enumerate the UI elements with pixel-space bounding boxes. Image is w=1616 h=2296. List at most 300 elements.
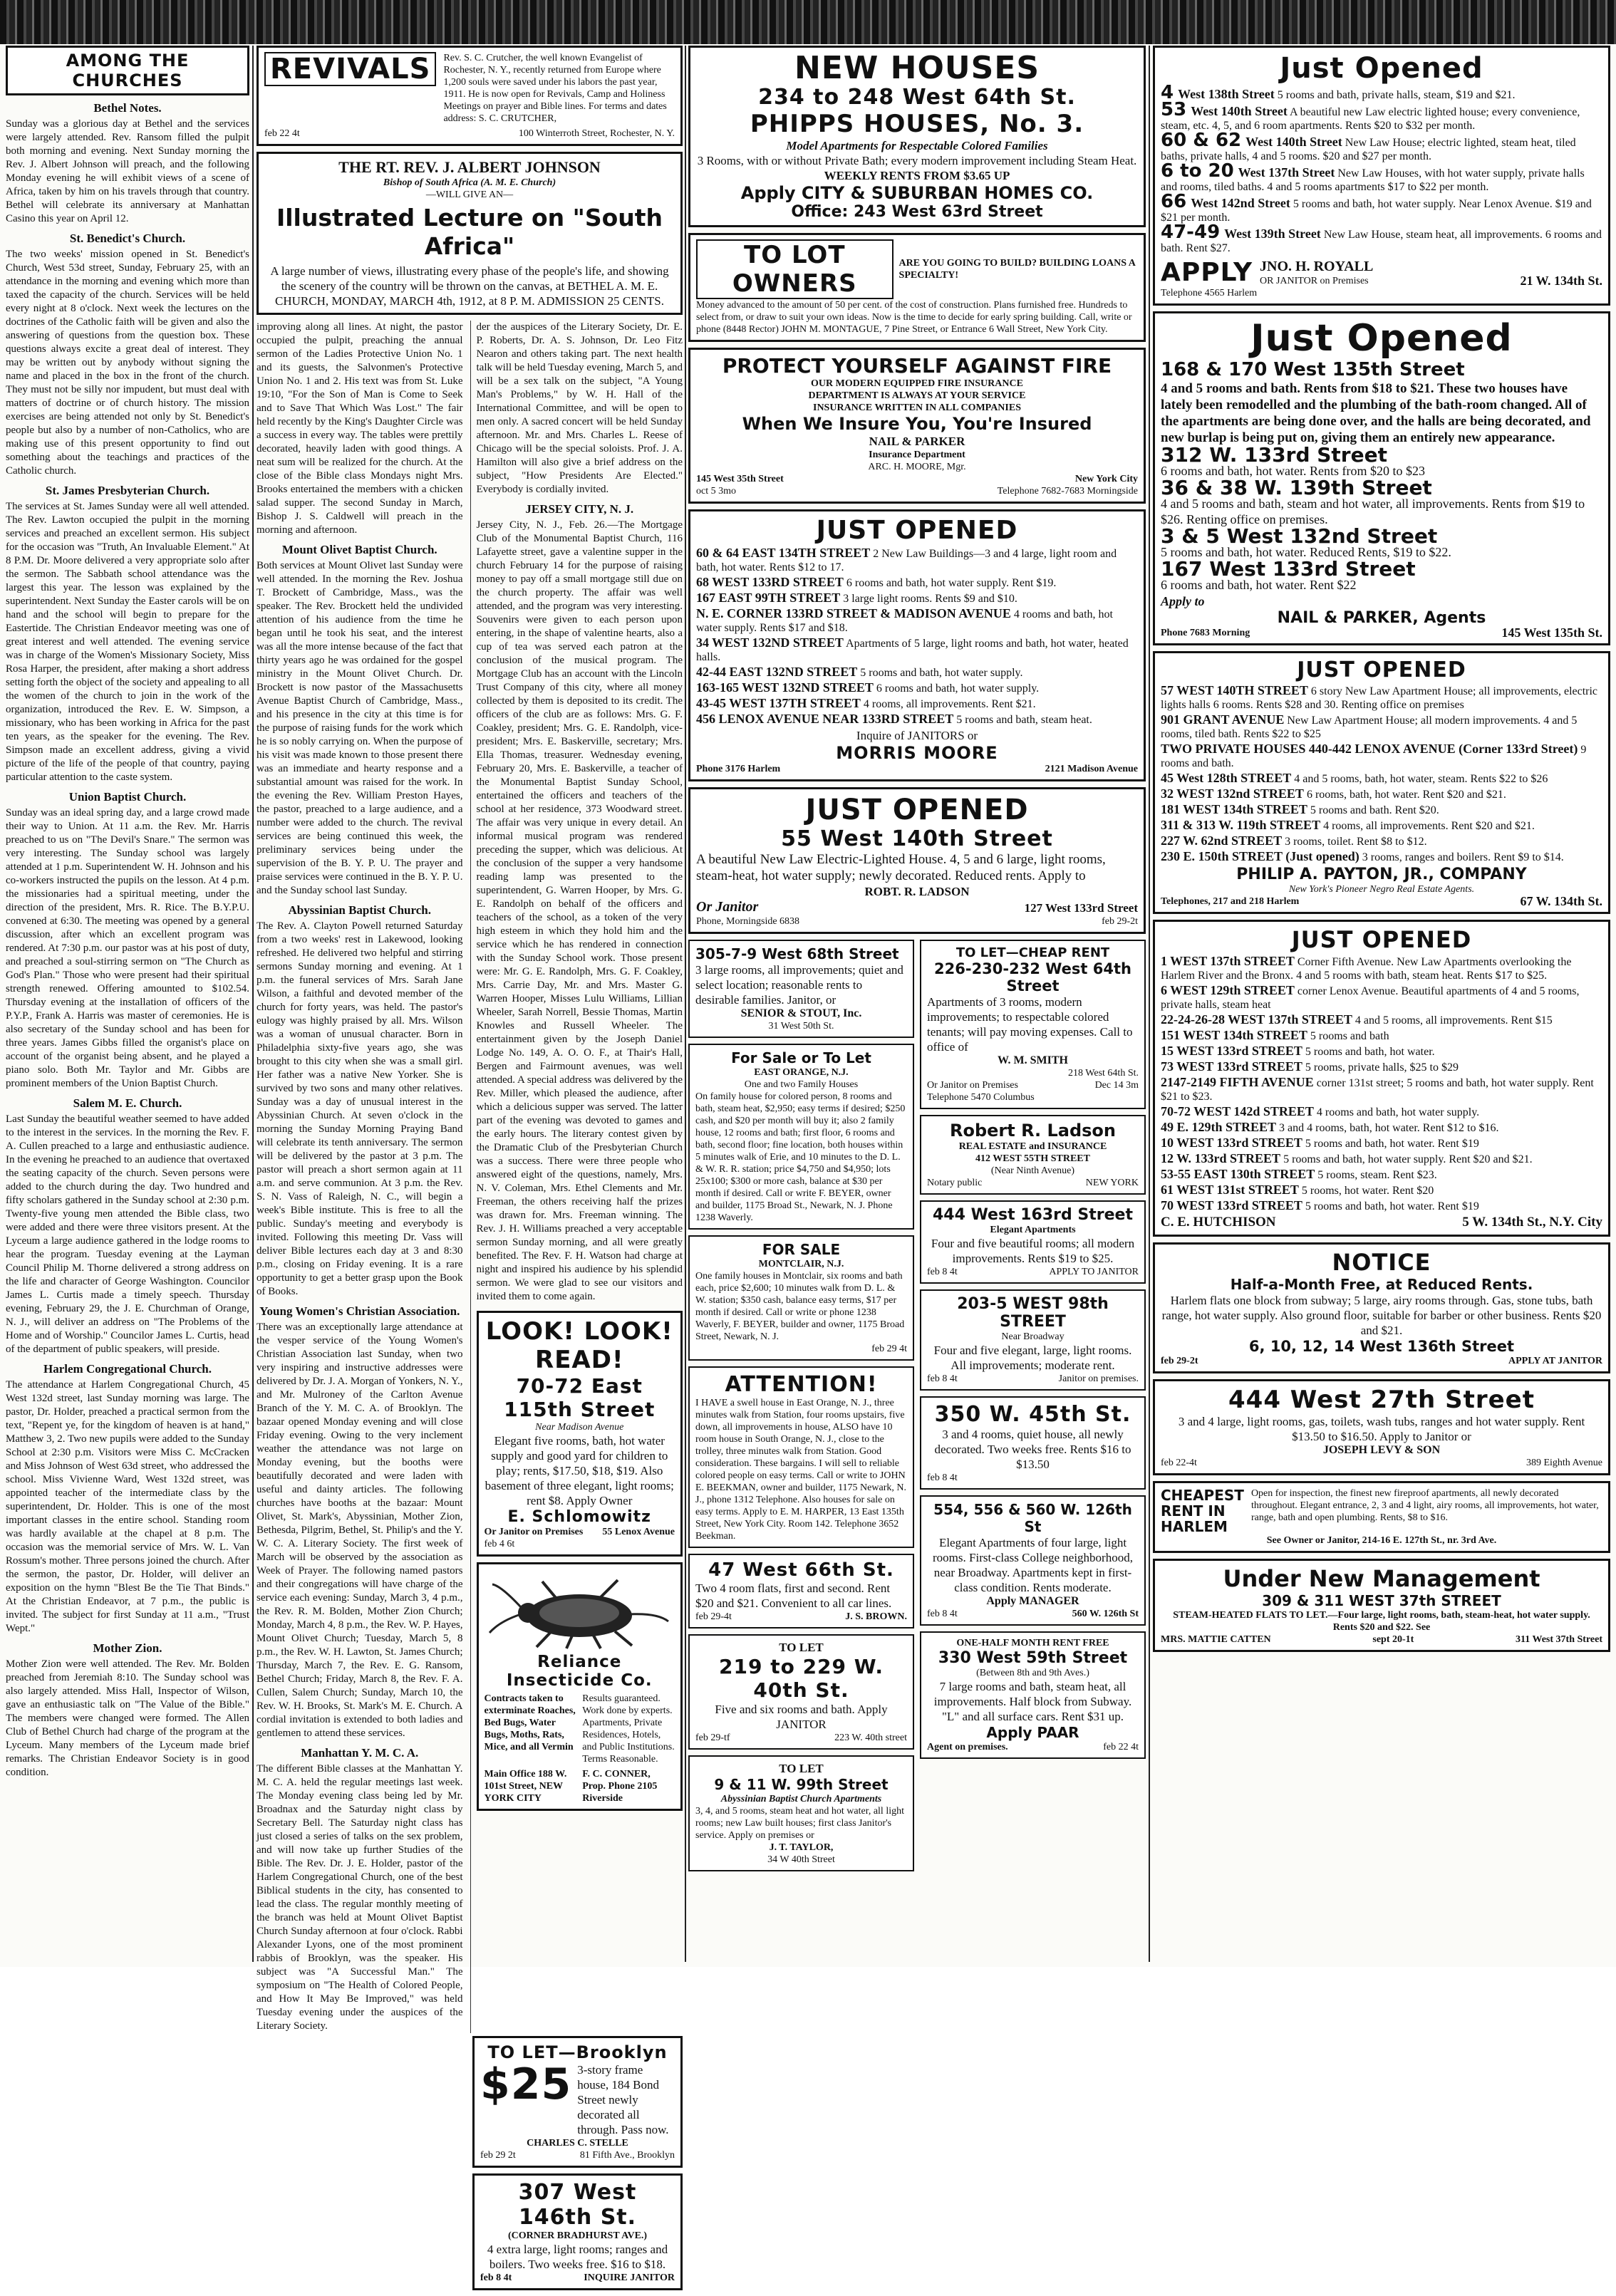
fire-dept: Insurance Department [869, 450, 965, 460]
listing-address: 312 W. 133rd Street [1161, 443, 1387, 467]
payton-headline: JUST OPENED [1297, 658, 1466, 682]
lecture-title: Illustrated Lecture on "South Africa" [276, 204, 663, 260]
listing-item [1161, 819, 1602, 833]
notice-ad [1153, 1242, 1610, 1373]
listing-item [696, 546, 1138, 574]
look-text: Elegant five rooms, bath, hot water supply and good yard for children to play; rents, $17.50, $18, $19. Also basement of three elegant, light rooms; rent $8. Apply Owner [485, 1434, 674, 1507]
listing-address: 1 WEST 137th STREET [1161, 954, 1295, 968]
listing-details: 4 and 5 rooms, all improvements. Rent $15 [1355, 1014, 1553, 1027]
np-headline: Just Opened [1250, 317, 1513, 360]
ladson-phone: Phone, Morningside 6838 [696, 916, 800, 927]
look-foot-left: Or Janitor on Premises [484, 1527, 584, 1537]
fire-line2: DEPARTMENT IS ALWAYS AT YOUR SERVICE [808, 390, 1026, 401]
insecticide-office: Main Office 188 W. 101st Street, NEW YORK CITY [484, 1769, 567, 1804]
article-text: The different Bible classes at the Manhattan Y. M. C. A. held the regular meetings last week. The Monday evening class being led by Mr. Broadnax and the Saturday night class by Secretary Bell. The Saturday night class has just closed a series of talks on the sex problem, and will now take up further Studies of the Bible. The Rev. Dr. J. E. Holder, pastor of the Harlem Congregational Church, one of the best Biblical students in the city, has consented to lead the class. The regular monthly meeting of the branch was held at Mount Olivet Baptist Church Sunday afternoon at four o'clock. Rabbi Alexander Lyons, one of the most prominent rabbis of Brooklyn, was the speaker. His subject was "A Successful Man." The symposium on "The Health of Colored People, and How It May Be Improved," was held Tuesday evening under the auspices of the Literary Society. [257, 1763, 463, 2032]
hutchison-headline: JUST OPENED [1291, 926, 1472, 953]
phipps-tagline: Model Apartments for Respectable Colored Families [786, 139, 1048, 152]
listing-details: 2 New Law Buildings—3 and 4 large, light room and bath, hot water. Rents $12 to 17. [696, 548, 1117, 573]
west163-sub: Elegant Apartments [990, 1225, 1076, 1235]
lecture-will-give: —WILL GIVE AN— [425, 189, 514, 200]
notice-sub: Half-a-Month Free, at Reduced Rents. [1230, 1276, 1533, 1293]
listing-address: 42-44 EAST 132ND STREET [696, 665, 858, 679]
listing-address: 2147-2149 FIFTH AVENUE [1161, 1075, 1314, 1089]
listing-details: 3 rooms, toilet. Rent $8 to $12. [1285, 836, 1427, 848]
listing-address: West 139th Street [1224, 227, 1321, 241]
fire-city: New York City [1074, 474, 1138, 484]
lecture-ad [257, 152, 683, 315]
phipps-address: 234 to 248 West 64th St. [758, 85, 1076, 110]
lecture-text: A large number of views, illustrating every phase of the people's life, and showing the scenery of the country will be thrown on the canvas, at BETHEL A. M. E. CHURCH, MONDAY, MARCH 4th, 1912, at 8 P. M. ADMISSION 25 CENTS. [270, 264, 669, 308]
listing-details: 5 rooms and bath, hot water. [1305, 1046, 1435, 1058]
listing-address: 901 GRANT AVENUE [1161, 712, 1285, 727]
listing-details: 5 rooms and bath, private halls, steam, $19 and $21. [1277, 89, 1516, 101]
west126-apply: Apply MANAGER [986, 1595, 1079, 1607]
ladson-card-near: (Near Ninth Avenue) [990, 1165, 1075, 1176]
listing-address: 32 WEST 132nd STREET [1161, 786, 1304, 801]
look-headline: LOOK! LOOK! READ! [485, 1317, 673, 1374]
notice-address: 6, 10, 12, 14 West 136th Street [1248, 1338, 1515, 1355]
listing-details: 5 rooms and bath [1310, 1030, 1389, 1042]
brooklyn-and-146th [472, 2036, 683, 2296]
listing-address: 3 & 5 West 132nd Street [1161, 524, 1438, 548]
ad-code: feb 22 4t [264, 128, 300, 139]
listing-item [1161, 1152, 1602, 1166]
listing-item [696, 636, 1138, 664]
notice-headline: NOTICE [1332, 1249, 1431, 1276]
listing-details: 4 and 5 rooms, bath, hot water, steam. Rents $22 to $26 [1294, 773, 1548, 785]
cheapest-label [1161, 1487, 1244, 1534]
listing-item [1161, 850, 1602, 864]
west27-ad [1153, 1379, 1610, 1475]
column-three-left-ads [688, 940, 914, 1877]
listing-address: 43-45 WEST 137TH STREET [696, 696, 861, 710]
listing-address: 60 & 64 EAST 134TH STREET [696, 546, 871, 560]
revivals-address: 100 Winterroth Street, Rochester, N. Y. [518, 128, 675, 139]
cheap-rent-agent: W. M. SMITH [998, 1054, 1068, 1066]
listing-item [1161, 1168, 1602, 1182]
listing-details: 6 rooms and bath, hot water supply. [876, 682, 1040, 695]
listing-details: 5 rooms, private halls, $25 to $29 [1305, 1061, 1459, 1074]
article-text: Both services at Mount Olivet last Sunday were well attended. In the morning the Rev. Joshua T. Brockett of Cambridge, Mass., was the speaker. The Rev. Brockett held the undivided attention of his audience from the time he began until he took his seat, and the interest was all the more intense because of the fact that thirty years ago he was ordained for the gospel ministry in the Mount Olivet Church. Dr. Brockett is now pastor of the Massachusetts Avenue Baptist Church of Cambridge, Mass., and his presence in the city at this time is for the purpose of raising funds for the work which he is so nobly carrying on. When the purpose of his visit was made known to those present there was an immediate and hearty response and a substantial amount was raised for the work. In the evening the Rev. William Preston Hayes, the pastor, preached to a large audience, and a number were added to the church. The revival services are being continued this week, the preliminary services being under the supervision of the B. Y. P. U. The prayer and praise services were continued in the B. Y. P. U. and the Sunday school last Sunday. [257, 560, 463, 896]
fire-line3: INSURANCE WRITTEN IN ALL COMPANIES [813, 402, 1021, 413]
listing-details: 6 story New Law Apartment House; all improvements, electric lights halls 6 rooms. Rents $28 and 30. Renting office on premises [1161, 685, 1598, 711]
listing-details: 4 rooms, all improvements. Rent $21. [863, 698, 1036, 710]
west98-text: Four and five elegant, large, light rooms. All improvements; moderate rent. [933, 1344, 1132, 1372]
notice-apply: APPLY AT JANITOR [1508, 1356, 1602, 1366]
ad-code: feb 22 4t [1103, 1742, 1139, 1752]
listing-address: 53-55 EAST 130th STREET [1161, 1167, 1315, 1181]
listing-address: 36 & 38 W. 139th Street [1161, 476, 1432, 499]
listing-details: Corner Fifth Avenue. New Law Apartments overlooking the Harlem River and the Bronx. 4 and 5 rooms with bath, steam heat. Rents $17 to $25. [1161, 956, 1572, 982]
montclair-sale-ad [688, 1235, 914, 1361]
listing-details: 4 rooms and bath, hot water supply. [1316, 1106, 1480, 1118]
listing-details: 3 and 4 rooms, bath, hot water. Rent $12 to $16. [1279, 1122, 1499, 1134]
lot-owners-headline: TO LOT OWNERS [696, 239, 894, 299]
ladson-building: 55 West 140th Street [781, 826, 1053, 851]
ad-code: feb 29-4t [695, 1611, 732, 1622]
west146-ad [472, 2173, 683, 2290]
article-title: Harlem Congregational Church. [43, 1362, 212, 1376]
payton-phone: Telephones, 217 and 218 Harlem [1161, 896, 1300, 907]
management-address: 309 & 311 WEST 37th STREET [1262, 1592, 1501, 1609]
west66-ad [688, 1554, 914, 1629]
phipps-houses-ad [688, 46, 1146, 227]
cheap-rent-address: 226-230-232 West 64th Street [934, 960, 1131, 994]
listing-details: 4 and 5 rooms and bath, steam and hot water, all improvements. Rents from $19 to $26. Renting office on premises. [1161, 497, 1585, 526]
west27-text: 3 and 4 large, light rooms, gas, toilets, wash tubs, ranges and hot water supply. Rent $13.50 to $16.50. Apply to Janitor or [1178, 1415, 1585, 1443]
attention-headline: ATTENTION! [725, 1372, 878, 1397]
hutchison-address: 5 W. 134th St., N.Y. City [1462, 1215, 1602, 1230]
montclair-headline: FOR SALE [762, 1241, 841, 1258]
listing-address: 230 E. 150th STREET (Just opened) [1161, 849, 1359, 863]
listing-item [1161, 1199, 1602, 1213]
listing-item [696, 665, 1138, 680]
ladson-card-notary: Notary public [927, 1178, 983, 1188]
brooklyn-price: $25 [480, 2059, 572, 2109]
listing-address: 227 W. 62nd STREET [1161, 833, 1283, 848]
brooklyn-ad [472, 2036, 683, 2168]
listing-item [1161, 191, 1602, 224]
cheapest-foot: See Owner or Janitor, 214-16 E. 127th St., nr. 3rd Ave. [1266, 1535, 1497, 1546]
listing-details: 5 rooms and bath. Rent $20. [1310, 804, 1439, 816]
east-orange-headline: For Sale or To Let [731, 1049, 871, 1066]
west40-sub: 223 W. 40th street [834, 1733, 907, 1743]
royall-headline: Just Opened [1280, 52, 1483, 85]
listing-address: 181 WEST 134th STREET [1161, 802, 1307, 816]
ad-code: feb 8 4t [480, 2272, 512, 2283]
moore-listings [696, 546, 1138, 727]
np-agent-address: 145 West 135th St. [1501, 625, 1602, 640]
royall-just-opened-ad [1153, 46, 1610, 306]
west59-ad [920, 1631, 1146, 1759]
west68-address: 31 West 50th St. [768, 1021, 834, 1032]
spacer [257, 2036, 467, 2296]
churches-header-box [6, 46, 249, 95]
listing-item [696, 697, 1138, 711]
listing-details: 5 rooms, steam. Rent $23. [1317, 1169, 1437, 1181]
ad-code: sept 20-1t [1372, 1634, 1414, 1645]
moore-inquire: Inquire of JANITORS or [856, 729, 978, 742]
just-opened-moore-ad [688, 509, 1146, 781]
fire-insurance-ad [688, 348, 1146, 504]
west146-text: 4 extra large, light rooms; ranges and boilers. Two weeks free. $16 to $18. [487, 2243, 668, 2271]
west59-top: ONE-HALF MONTH RENT FREE [956, 1638, 1109, 1648]
article-text: Sunday was a glorious day at Bethel and the services were largely attended. Rev. Ransom filled the pulpit both morning and evening. Next Sunday morning the Rev. J. Albert Johnson will preach, and the following Monday evening he will exhibit views of a scene of Africa, taken by him on his travels through that country. Bethel will celebrate its anniversary at Manhattan Casino this year on April 12. [6, 118, 249, 224]
listing-address: West 140th Street [1245, 135, 1342, 149]
ad-code: feb 4 6t [484, 1539, 515, 1549]
west68-text: 3 large rooms, all improvements; quiet and select location; reasonable rents to desirable families. Janitor, or [695, 963, 903, 1007]
article-text: The attendance at Harlem Congregational Church, 45 West 132d street, last Sunday morning was large. The pastor, Dr. Holder, preached a practical sermon from the text, "Repent ye, for the kingdom of heaven is at hand," Matthew 3, 2. Two new pupils were added to the Sunday School at 2:30 p.m. Visitors were Miss C. McCracken and Miss Johnson of West 63d street, who addressed the school. Miss Vivienne Ward, West 132d street, was appointed teacher of the intermediate class by the superintendent, Dr. Holder. This is one of the most important classes in the entire school. Standing room was hardly available at the chapel at 8 p.m. The occasion was the memorial service of Mrs. W. L. Van Rossum's mother. Three persons joined the church. After the sermon, the pastor, Dr. Holder, will deliver an exposition on the hymn "Blest Be the Tie That Binds." At the Christian Endeavor, at 7 p.m., the public is invited. The subject for first Sunday at 11 a.m., "Trust Wept." [6, 1379, 249, 1634]
article-title: Union Baptist Church. [68, 790, 187, 804]
column-three [688, 46, 1146, 1962]
listing-number: 53 [1161, 99, 1187, 120]
article-title: Young Women's Christian Association. [259, 1304, 460, 1318]
ad-code: oct 5 3mo [696, 486, 736, 497]
listing-details: corner 131st street; 5 rooms and bath, hot water supply. Rent $21 to $23. [1161, 1077, 1594, 1103]
fire-line1: OUR MODERN EQUIPPED FIRE INSURANCE [811, 378, 1023, 389]
phipps-headline: NEW HOUSES [794, 50, 1040, 86]
listing-item [1161, 1029, 1602, 1043]
listing-details: 6 rooms and bath, hot water. Rents from $20 to $23 [1161, 464, 1425, 478]
np-agent: NAIL & PARKER, Agents [1277, 609, 1486, 627]
article-title: JERSEY CITY, N. J. [525, 502, 634, 516]
listing-details: 3 large light rooms. Rents $9 and $10. [843, 593, 1017, 605]
west126-ad [920, 1495, 1146, 1626]
hutchison-just-opened-ad [1153, 920, 1610, 1237]
brooklyn-headline: TO LET—Brooklyn [487, 2042, 668, 2062]
listing-address: 151 WEST 134th STREET [1161, 1028, 1307, 1042]
west99-agent-address: 34 W 40th Street [767, 1854, 835, 1865]
west59-headline: 330 West 59th Street [938, 1649, 1128, 1667]
listing-details: Apartments of 5 large, light rooms and bath, hot water, heated halls. [696, 638, 1129, 663]
listing-details: 5 rooms, hot water. Rent $20 [1301, 1185, 1434, 1197]
ladson-headline: JUST OPENED [805, 794, 1029, 826]
listing-item [1161, 684, 1602, 712]
listing-address: TWO PRIVATE HOUSES 440-442 LENOX AVENUE (Corner 133rd Street) [1161, 742, 1578, 756]
listing-address: 45 West 128th STREET [1161, 771, 1292, 785]
west126-headline: 554, 556 & 560 W. 126th St [933, 1501, 1132, 1535]
west146-foot: INQUIRE JANITOR [584, 2272, 675, 2283]
east-orange-text: On family house for colored person, 8 rooms and bath, steam heat, $2,950; easy terms if desired; $250 cash, and $20 per month will buy it; also 2 family house, 12 rooms and bath; first floor, 6 rooms and bath, second floor; fine location, both houses within 5 minutes walk of Erie, and 10 minutes to the D. L. & W. R. R. station; price $4,750 and $4,950; lots 25x100; $300 or more cash, balance at $30 per month if desired. Call or write F. BEYER, owner and builder, 1175 Broad St., Newark, N. J. Phone 1238 Waverly. [695, 1091, 906, 1223]
listing-details: 4 rooms, all improvements. Rent $20 and $21. [1323, 820, 1535, 832]
cheap-rent-agent-address: 218 West 64th St. [1068, 1068, 1139, 1079]
listing-details: corner Lenox Avenue. Beautiful apartments of 4 and 5 rooms, private halls, steam heat [1161, 985, 1580, 1011]
management-headline: Under New Management [1223, 1565, 1540, 1592]
listing-details: 5 rooms and bath, hot water supply. Rent $20 and $21. [1283, 1153, 1533, 1165]
west98-apply: Janitor on premises. [1058, 1373, 1139, 1384]
cheap-rent-text: Apartments of 3 rooms, modern improvements; to respectable colored tenants; will pay moving expenses. Call to office of [927, 995, 1133, 1054]
column-rule [1149, 46, 1150, 1962]
listing-item [1161, 160, 1602, 194]
article-text: The Rev. A. Clayton Powell returned Saturday from a two weeks' rest in Lakewood, looking refreshed. He delivered two helpful and stirring sermons Sunday morning and evening. At 1 p.m. the funeral services of Mrs. Sarah Jane Wilson, a faithful and devoted member of the church for forty years, was held. The pastor's eulogy was highly praised by all. Mrs. Wilson was a woman of unusual character. Born in Philadelphia sixty-five years ago, she was brought to this city when she was a small girl. Her father was a native New Yorker. She is survived by two sons and many other relatives. Sunday was a day of unusual interest in the Abyssinian Church. At seven o'clock in the morning the Sunday Morning Praying Band will celebrate its tenth anniversary. The sermon will be delivered by the pastor at 3 p.m. The pastor will preach a short sermon again at 11 a.m. and serve communion. At 3 p.m. the Rev. S. N. Vass of Raleigh, N. C., will begin a week's Bible institute. This is free to all the public. Sunday's meeting and everybody is invited. Following this meeting Dr. Vass will deliver Bible lectures each day at 3 and 8:30 p.m., closing on Friday evening. It is a rare opportunity to get a better grasp upon the Book of Books. [257, 920, 463, 1297]
ad-code: feb 22-4t [1161, 1458, 1197, 1468]
listing-item [696, 607, 1138, 635]
brooklyn-text: 3-story frame house, 184 Bond Street newly decorated all through. Pass now. [577, 2063, 669, 2136]
listing-item [1161, 742, 1602, 770]
nail-parker-just-opened-ad [1153, 311, 1610, 645]
west66-headline: 47 West 66th St. [708, 1559, 894, 1581]
listing-item [1161, 476, 1602, 527]
fire-slogan: When We Insure You, You're Insured [742, 414, 1092, 434]
listing-details: 6 rooms, bath, hot water. Rent $20 and $21. [1306, 789, 1506, 801]
listing-number: 4 [1161, 82, 1174, 103]
west66-agent: J. S. BROWN. [845, 1611, 907, 1622]
west163-text: Four and five beautiful rooms; all modern improvements. Rents $19 to $25. [931, 1237, 1135, 1265]
listing-address: 167 EAST 99TH STREET [696, 591, 841, 605]
west98-headline: 203-5 WEST 98th STREET [957, 1295, 1109, 1331]
listing-item [1161, 557, 1602, 593]
article-title: Abyssinian Baptist Church. [288, 903, 431, 917]
look-sub: Near Madison Avenue [535, 1422, 624, 1433]
west126-address: 560 W. 126th St [1072, 1609, 1139, 1619]
east-orange-sub: One and two Family Houses [744, 1079, 859, 1090]
listing-address: 70-72 WEST 142d STREET [1161, 1104, 1314, 1118]
new-management-ad [1153, 1559, 1610, 1652]
listing-address: 163-165 WEST 132ND STREET [696, 680, 874, 695]
listing-address: 6 WEST 129th STREET [1161, 983, 1295, 997]
listing-item [1161, 1060, 1602, 1074]
listing-item [1161, 772, 1602, 786]
ladson-card-name: Robert R. Ladson [949, 1121, 1116, 1141]
listing-item [1161, 955, 1602, 982]
listing-address: 68 WEST 133RD STREET [696, 575, 844, 589]
article-text: The two weeks' mission opened in St. Benedict's Church, West 53d street, Sunday, February 25, with an attendance in the morning and evening which more than taxed the capacity of the church. Services will be held every night at 8 o'clock. Next week the lectures on the doctrines of the Catholic faith will be given and also the answering of questions from the question box. These questions always excite a great deal of interest. They may be written out by anybody without signing the name and placed in the box in the front of the church. They must not be silly nor impudent, but must deal with matters of doctrine or of church history. The mission exercises are being attended not only by St. Benedict's people but also by a number of non-Catholics, who are making use of this present opportunity to find out something about the teachings and practices of the Catholic church. [6, 249, 249, 477]
west40-headline: TO LET [779, 1641, 824, 1654]
listing-number: 66 [1161, 191, 1187, 212]
listing-item [1161, 1105, 1602, 1119]
attention-text: I HAVE a swell house in East Orange, N. J., three minutes walk from Station, four rooms upstairs, five down, all improvements in house, ALSO have 10 room house in South Orange, N. J., close to the trolley, three minutes walk from Station. Good consideration. These bargains. I will sell to reliable colored people on easy terms. Call or write to JOHN E. BEEKMAN, owner and builder, 1175 Newark, N. J., phone 1312 Telephone. Also houses for sale on easy terms. Apply to E. M. HARPER, 13 East 135th Street, New York City. Room 142. Telephone 3652 Beekman. [695, 1398, 906, 1542]
cheap-rent-left: Or Janitor on Premises [927, 1080, 1018, 1091]
west99-address: 9 & 11 W. 99th Street [714, 1776, 889, 1793]
west66-text: Two 4 room flats, first and second. Rent $20 and $21. Convenient to all car lines. [695, 1581, 892, 1610]
listing-item [1161, 1121, 1602, 1135]
insecticide-contact: F. C. CONNER, Prop. Phone 2105 Riverside [582, 1769, 658, 1804]
ad-code: Dec 14 3m [1094, 1080, 1139, 1091]
moore-phone: Phone 3176 Harlem [696, 764, 781, 774]
management-agent-address: 311 West 37th Street [1516, 1634, 1602, 1645]
west68-headline: 305-7-9 West 68th Street [695, 945, 899, 962]
payton-listings [1161, 684, 1602, 864]
management-text: STEAM-HEATED FLATS TO LET.—Four large, light rooms, bath, steam-heat, hot water supply. Rents $20 and $22. See [1173, 1610, 1590, 1633]
cheapest-rent-ad [1153, 1481, 1610, 1553]
article-title: Mother Zion. [93, 1641, 162, 1655]
west163-apply: APPLY TO JANITOR [1049, 1267, 1139, 1277]
phipps-office: Office: 243 West 63rd Street [791, 203, 1043, 221]
column-three-right-ads [920, 940, 1146, 1877]
listing-item [1161, 130, 1602, 163]
cheap-rent-right: Telephone 5470 Columbus [927, 1092, 1035, 1103]
article-text: der the auspices of the Literary Society, Dr. E. P. Roberts, Dr. A. S. Johnson, Dr. Leo Fitz Nearon and others taking part. The next health talk will be held Tuesday evening, March 5, and will be a sex talk on the subject, "A Young Man's Problems," by W. H. Hall of the International Committee, and will be open to men only. A sacred concert will be held Sunday afternoon. Mr. and Mrs. Charles L. Reese of Chicago will be the special soloists. Prof. J. A. Hamilton will also give a brief address on the subject, "How Presidents Are Elected." Everybody is cordially invited. [476, 321, 683, 495]
payton-address: 67 W. 134th St. [1520, 894, 1602, 908]
article-text: Last Sunday the beautiful weather seemed to have added to the interest in the services. In the morning the Rev. F. A. Cullen preached to a large and enthusiastic audience. In the evening he preached to an audience that overtaxed the seating capacity of the church. Seven persons were added to the church during the day. Two hundred and fifty scholars gathered in the Sunday school at 2:30 p.m. Twenty-five young men attended the Bible class, two were added and there were three visitors present. At the Lyceum a large audience gathered in the lodge rooms to hear the program. Tuesday evening at the Layman Council Philip M. Thorne delivered a strong address on the life and character of George Washington. Councilor James L. Curtis made a timely speech. Thursday evening, February 29, the J. E. Churchman of Orange, N. J., will deliver an address on "The Problems of the Home and of Worship." Councilor James L. Curtis, head of the department of public speakers, will preside. [6, 1113, 249, 1355]
insecticide-services: Contracts taken to exterminate Roaches, Bed Bugs, Water Bugs, Moths, Rats, Mice, and all Vermin [484, 1693, 576, 1752]
article-text: Sunday was an ideal spring day, and a large crowd made their way to Union. At 11 a.m. the Rev. Mr. Harris preached to us on "The Devil's Snare." The sermon was very interesting. The Sunday school was largely attended at 1 p.m. Superintendent W. H. Johnson and his co-workers instructed the pupils on the lesson. At 4 p.m. the missionaries had a spiritual meeting, under the direction of the president, Mrs. R. Rice. The B.Y.P.U. convened at 6:30. The meeting was opened by a general discussion, after which an excellent program was rendered. At 7:30 p.m. our pastor was at his post of duty, and preached a soul-stirring sermon on "The Church as God's Plan." Those who were present had their spiritual strength renewed. Offering amounted to $102.54. Thursday evening at the installation of officers of the P.Y.P., Frank A. Harris was master of ceremonies. He is also secretary of the Sunday school and has been for three years. James Gibbs filled the organist's place on account of the organist being absent, and he played a piano solo. Both Mr. Taylor and Mr. Gibbs are prominent members of the Union Baptist Church. [6, 807, 249, 1089]
listing-address: West 142nd Street [1191, 196, 1290, 210]
listing-details: 4 rooms and bath, hot water supply. Rents $17 and $18. [696, 608, 1113, 634]
look-address: 70-72 East 115th Street [504, 1374, 656, 1421]
listing-address: 49 E. 129th STREET [1161, 1120, 1277, 1134]
listing-number: 60 & 62 [1161, 130, 1242, 151]
listing-address: 61 WEST 131st STREET [1161, 1183, 1299, 1197]
lot-owners-question: ARE YOU GOING TO BUILD? BUILDING LOANS A SPECIALTY! [898, 258, 1136, 281]
listing-item [1161, 443, 1602, 479]
article-text: The services at St. James Sunday were all well attended. The Rev. Lawton occupied the pulpit in the morning services and preached an excellent sermon. His subject for the occasion was "Truth, An Invaluable Element." At 8 P.M. Dr. Moore delivered a very appropriate solo after the sermon. The Sabbath school attendance was the largest this year. The lesson was explained by the superintendent. Next Sunday the Easter carols will be on hand and the school will begin to prepare for the Eastertide. The Christian Endeavor meeting was one of great interest and well attended. The evening service was in charge of the Women's Missionary Society, Miss Rosa Harper, the president, after making a short address setting forth the object of the society and appealing to all the women of the church to join in the work of the organization, introduced the Rev. E. W. Simpson, a missionary, who has been working in Africa for the past ten years, as the speaker for the evening. The Rev. Simpson made an excellent address, giving a vivid picture of the life of the people of that country, paying particular attention to the caste system. [6, 501, 249, 783]
article-title: Manhattan Y. M. C. A. [301, 1746, 419, 1760]
west45-headline: 350 W. 45th St. [934, 1402, 1131, 1427]
royall-apply: APPLY [1161, 258, 1253, 287]
article-text: There was an exceptionally large attendance at the vesper service of the Young Women's Christian Association last Sunday, when two very inspiring and instructive addresses were delivered by Dr. J. A. Morgan of Yonkers, N. Y., and Mr. Mulroney of the Carlton Avenue Branch of the Y. M. C. A. of Brooklyn. The bazaar opened Monday evening and will close Friday evening. Owing to the very inclement weather the attendance was not large on Monday evening, but the booths were beautifully decorated and were laden with useful and dainty articles. The following churches have booths at the bazaar: Mount Olivet, St. Mark's, Abyssinian, Mother Zion, Bethesda, Pilgrim, Bethel, St. Philip's and the Y. W. C. A. Literary Society. The first week of March will be observed by the association as Week of Prayer. The following named pastors and their congregations will have charge of the service each evening: Sunday, March 3, 4 p.m., the Rev. R. M. Bolden, Mother Zion Church; Monday, March 4, 8 p.m., the Rev. W. P. Hayes, Mount Olivet Church; Tuesday, March 5, 8 p.m., the Rev. W. H. Lawton, St. James Church; Thursday, March 7, the Rev. E. G. Ransom, Bethel Church; Friday, March 8, the Rev. F. A. Cullen, Salem Church; Sunday, March 10, the Rev. W. H. Brooks, St. Mark's M. E. Church. A cordial invitation is extended to both ladies and gentlemen to attend these services. [257, 1321, 463, 1739]
listing-item [696, 712, 1138, 727]
insecticide-name: Reliance Insecticide Co. [506, 1653, 653, 1690]
brooklyn-owner: CHARLES C. STELLE [527, 2138, 628, 2149]
west27-address: 389 Eighth Avenue [1526, 1458, 1602, 1468]
column-rule [685, 46, 686, 1962]
phipps-name: PHIPPS HOUSES, No. 3. [750, 110, 1084, 138]
west99-headline: TO LET [779, 1762, 824, 1775]
fire-address: 145 West 35th Street [696, 474, 784, 484]
listing-details: 3 rooms, ranges and boilers. Rent $9 to $14. [1362, 851, 1564, 863]
ad-code: feb 29 4t [871, 1344, 907, 1354]
fire-phone: Telephone 7682-7683 Morningside [997, 486, 1138, 497]
hutchison-listings [1161, 955, 1602, 1213]
article-title: Mount Olivet Baptist Church. [281, 543, 437, 556]
fire-firm: NAIL & PARKER [869, 435, 965, 448]
church-sections [6, 101, 249, 1780]
listing-details: New Law Apartment House; all modern improvements. 4 and 5 rooms, tiled bath. Rents $22 to $25 [1161, 715, 1578, 740]
column-rule [252, 46, 254, 1962]
article-text: Jersey City, N. J., Feb. 26.—The Mortgage Club of the Monumental Baptist Church, 116 Lafayette street, gave a valentine supper in the church February 14 for the purpose of raising money to pay off a small mortgage still due on the church property. The affair was well attended, and the program was very interesting. Souvenirs were given to each person upon entering, in the shape of valentine hearts, also a cup of tea was served each patron at the conclusion of the musical program. The Mortgage Club has an account with the Lincoln Trust Company of this city, where all money collected by them is deposited to its credit. The officers of the club are as follows: Mrs. G. F. Coakley, president; Mrs. G. E. Randolph, vice-president; Mrs. E. Baskerville, secretary; Mrs. Ella Thomas, treasurer. Wednesday evening, February 20, Mrs. E. Baskerville, a teacher of the Monumental Baptist Sunday School, entertained the officers and teachers of the school at her residence, 373 Woodward street. The affair was very unique in every detail. An informal musical program was rendered preceding the supper, which was delicious. At the conclusion of the supper a very handsome reading lamp was presented to the superintendent, G. Warren Hooper, by Mrs. G. E. Randolph on behalf of the officers and teachers of the school, as a token of the very high esteem in which they hold him and the service which he has rendered in connection with the Sunday School work. Those present were: Mr. G. E. Randolph, Mrs. G. F. Coakley, Mrs. Carrie Day, Mr. and Mrs. Master G. Warren Hooper, Misses Lulu Williams, Lillian Wheeler, Sarah Norrell, Bessie Thomas, Martin Knowles and Russell Wheeler. The entertainment given by the Joseph Daniel Lodge No. 149, A. O. O. F., at Thair's Hall, Bergen and Fairmount avenues, was well attended. A special address was delivered by the Rev. Miller, which pleased the audience, after which a delicious supper was served. The latter part of the evening was devoted to games and the early hours. The literary contest given by the Dramatic Club of the Presbyterian Church was a success. There were three people who answered eight of the questions, namely, Mrs. N. V. Coleman, Mrs. Ethel Clements and Mr. Freeman, the others receiving half the prizes was drawn for. Mrs. Freeman winning. The Rev. J. H. Williams preached a very acceptable sermon Sunday morning, and all were greatly benefited. The Rev. F. H. Watson had charge at night and inspired his audience by his splendid sermon. We were glad to see our visitors and invited them to come again. [476, 519, 683, 1302]
revivals-ad [257, 46, 683, 146]
article-title: St. Benedict's Church. [69, 232, 186, 245]
listing-item [1161, 1013, 1602, 1027]
west146-sub: (CORNER BRADHURST AVE.) [507, 2230, 648, 2241]
insecticide-guarantee: Results guaranteed. Work done by experts. Apartments, Private Residences, Hotels, and Public Institutions. Terms Reasonable. [582, 1693, 675, 1765]
phipps-apply: Apply CITY & SUBURBAN HOMES CO. [740, 183, 1094, 203]
listing-item [1161, 834, 1602, 848]
listing-details: 9 rooms and bath. [1161, 744, 1587, 769]
ad-code: feb 8 4t [927, 1267, 958, 1277]
brooklyn-address: 81 Fifth Ave., Brooklyn [579, 2150, 675, 2161]
listing-details: 5 rooms and bath, hot water supply. Near Lenox Avenue. $19 and $21 per month. [1161, 198, 1592, 224]
ladson-janitor: Or Janitor [696, 899, 759, 915]
listing-address: West 140th Street [1191, 104, 1288, 118]
listing-item [696, 576, 1138, 590]
listing-address: 10 WEST 133rd STREET [1161, 1136, 1302, 1150]
lecture-speaker-title: Bishop of South Africa (A. M. E. Church) [383, 177, 556, 188]
montclair-place: MONTCLAIR, N.J. [758, 1259, 844, 1269]
column-two [257, 46, 683, 2283]
roach-illustration-icon [487, 1572, 672, 1650]
cheap-rent-headline: TO LET—CHEAP RENT [955, 945, 1110, 960]
ladson-card-address: 412 WEST 55TH STREET [975, 1153, 1090, 1164]
column-two-right-articles [477, 321, 683, 1304]
np-listings [1161, 443, 1602, 593]
ad-code: feb 29 2t [480, 2150, 516, 2161]
royall-agent: JNO. H. ROYALL [1260, 258, 1374, 274]
listing-address: 57 WEST 140TH STREET [1161, 683, 1308, 697]
west27-agent: JOSEPH LEVY & SON [1322, 1444, 1441, 1456]
listing-item [1161, 803, 1602, 817]
listing-details: New Law House; electric lighted, steam heat, tiled baths, private halls, 4 and 5 rooms. $20 and $27 per month. [1161, 137, 1576, 162]
np-apply: Apply to [1161, 594, 1205, 608]
west59-text: 7 large rooms and bath, steam heat, all improvements. Half block from Subway. "L" and all surface cars. Rent $31 up. [933, 1680, 1132, 1723]
west40-address: 219 to 229 W. 40th St. [719, 1655, 884, 1702]
listing-details: A beautiful new Law electric lighted house; every convenience, steam, etc. 4, 5, and 6 room apartments. Rents $20 to $32 per month. [1161, 106, 1580, 132]
ad-code: feb 29-tf [695, 1733, 730, 1743]
listing-address: 12 W. 133rd STREET [1161, 1151, 1281, 1165]
west98-sub: Near Broadway [1001, 1331, 1065, 1342]
ladson-card-line: REAL ESTATE and INSURANCE [958, 1141, 1107, 1152]
west99-ad [688, 1755, 914, 1871]
listing-number: 6 to 20 [1161, 160, 1234, 182]
ladson-agent: ROBT. R. LADSON [864, 885, 970, 898]
listing-details: 6 rooms and bath, hot water supply. Rent $19. [846, 577, 1057, 589]
lecture-speaker: THE RT. REV. J. ALBERT JOHNSON [338, 158, 601, 176]
cheapest-label-3: HARLEM [1161, 1518, 1228, 1535]
west40-text: Five and six rooms and bath. Apply JANITOR [715, 1703, 888, 1731]
listing-address: 15 WEST 133rd STREET [1161, 1044, 1302, 1058]
listing-item [696, 591, 1138, 606]
np-address: 168 & 170 West 135th Street [1161, 359, 1465, 380]
attention-ad [688, 1366, 914, 1548]
west68-ad [688, 940, 914, 1038]
column-four [1153, 46, 1610, 1962]
listing-item [1161, 1044, 1602, 1059]
west45-ad [920, 1396, 1146, 1490]
listing-details: New Law Houses, with hot water supply, private halls and rooms, tiled baths. 4 and 5 rooms apartments $17 to $22 per month. [1161, 167, 1585, 193]
look-foot-right: 55 Lenox Avenue [602, 1527, 675, 1537]
montclair-text: One family houses in Montclair, six rooms and bath each, price $2,600; 10 minutes walk from D. L. & W. station; $350 cash, balance easy terms, $17 per month if desired. Call or write or phone 1238 Waverly, F. BEYER, builder and owner, 1175 Broad Street, Newark, N. J. [695, 1271, 905, 1342]
